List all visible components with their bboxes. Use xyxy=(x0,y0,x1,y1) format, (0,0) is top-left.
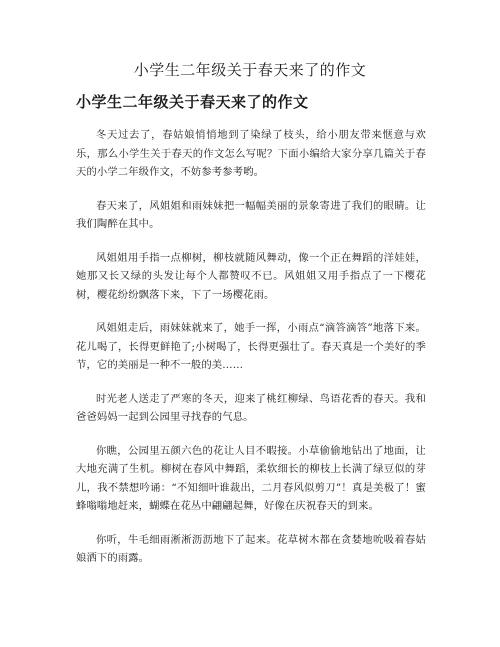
paragraph: 风姐姐用手指一点柳树，柳枝就随风舞动，像一个正在舞蹈的洋娃娃，她那又长又绿的头发让每个人都赞叹不已。风姐姐又用手指点了一下樱花树，樱花纷纷飘落下来，下了一场樱花雨。 xyxy=(76,251,426,301)
paragraph-intro: 冬天过去了，春姑娘悄悄地到了染绿了枝头，给小朋友带来惬意与欢乐，那么小学生关于春天的作文怎么写呢？下面小编给大家分享几篇关于春天的小学二年级作文，不妨参考参考哟。 xyxy=(76,129,426,178)
paragraph: 春天来了，风姐姐和雨妹妹把一幅幅美丽的景象寄进了我们的眼睛。让我们陶醉在其中。 xyxy=(76,199,426,230)
paragraph: 你听，牛毛细雨淅淅沥沥地下了起来。花草树木都在贪婪地吮吸着春姑娘洒下的雨露。 xyxy=(76,533,426,564)
document-heading: 小学生二年级关于春天来了的作文 xyxy=(76,93,309,111)
document-body xyxy=(76,126,426,583)
paragraph: 你瞧，公园里五颜六色的花让人目不暇接。小草偷偷地钻出了地面，让大地充满了生机。柳树在春风中舞蹈，柔软细长的柳枝上长满了绿豆似的芽儿，我不禁想吟诵：“不知细叶谁裁出，二月春风似剪刀”！真是美极了！蜜蜂嗡嗡地赶来，蝴蝶在花丛中翩翩起舞，好像在庆祝春天的到来。 xyxy=(76,444,426,512)
paragraph: 风姐姐走后，雨妹妹就来了，她手一挥，小雨点“滴答滴答”地落下来。花儿喝了，长得更鲜艳了;小树喝了，长得更强壮了。春天真是一个美好的季节，它的美丽是一种不一般的美…… xyxy=(76,322,426,371)
document-title: 小学生二年级关于春天来了的作文 xyxy=(133,61,367,79)
paragraph: 时光老人送走了严寒的冬天，迎来了桃红柳绿、鸟语花香的春天。我和爸爸妈妈一起到公园里寻找春的气息。 xyxy=(76,392,426,423)
